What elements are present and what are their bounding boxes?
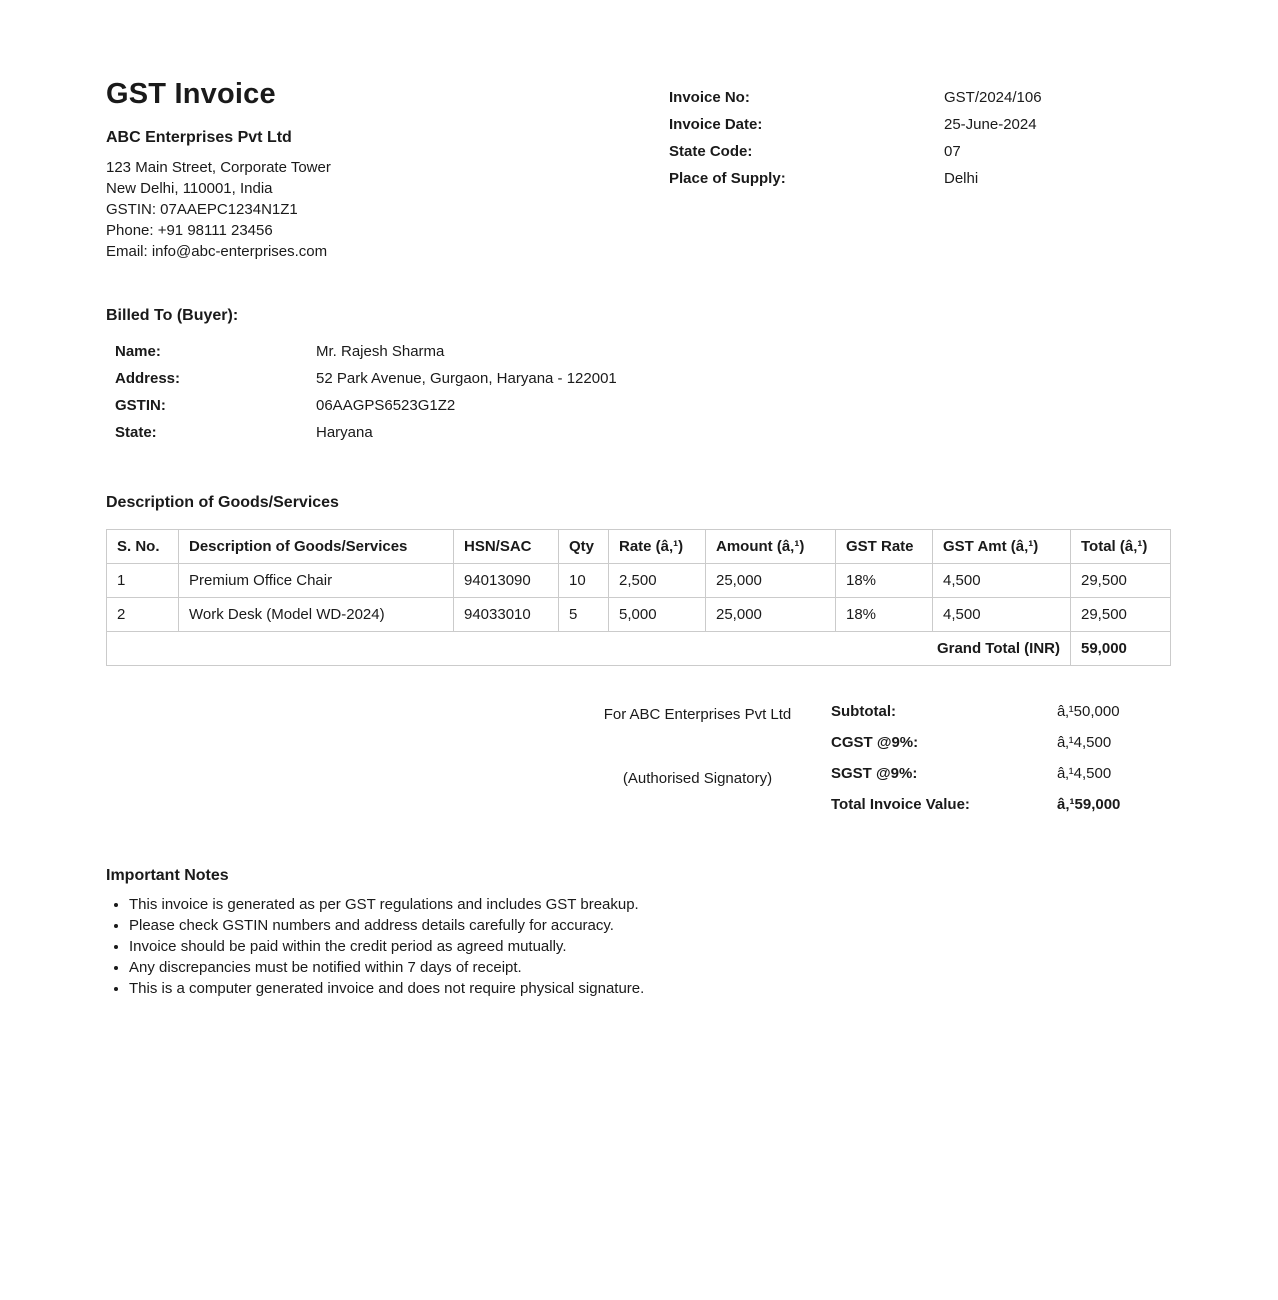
seller-block	[106, 78, 669, 262]
billed-to-section	[106, 306, 1170, 446]
grand-total-value: 59,000	[1071, 632, 1171, 666]
buyer-address-value: 52 Park Avenue, Gurgaon, Haryana - 122001	[316, 370, 617, 387]
col-header-rate: Rate (â‚¹)	[609, 530, 706, 564]
signature-block	[564, 696, 831, 820]
invoice-meta	[669, 84, 1170, 192]
total-invoice-value: â‚¹59,000	[1057, 796, 1121, 813]
item-amount: 25,000	[706, 598, 836, 632]
invoice-page	[106, 0, 1170, 999]
item-gst-rate: 18%	[836, 598, 933, 632]
list-item: • Any discrepancies must be notified within 7 days of receipt.	[129, 957, 1170, 978]
items-heading: Description of Goods/Services	[106, 494, 339, 511]
place-of-supply-value: Delhi	[944, 170, 979, 187]
grand-total-label: Grand Total (INR)	[107, 632, 1071, 666]
col-header-amount: Amount (â‚¹)	[706, 530, 836, 564]
col-header-total: Total (â‚¹)	[1071, 530, 1171, 564]
seller-address-line2: New Delhi, 110001, India	[106, 180, 273, 197]
state-code-label: State Code:	[669, 143, 753, 160]
totals-row	[831, 696, 1170, 727]
seller-contact-info	[106, 157, 669, 262]
totals-row	[831, 727, 1170, 758]
invoice-meta-row	[669, 165, 1170, 192]
subtotal-value: â‚¹50,000	[1057, 703, 1120, 720]
seller-email: Email: info@abc-enterprises.com	[106, 243, 328, 260]
col-header-gst-amt: GST Amt (â‚¹)	[933, 530, 1071, 564]
item-gst-amt: 4,500	[933, 564, 1071, 598]
item-hsn-sac: 94013090	[454, 564, 559, 598]
invoice-meta-row	[669, 84, 1170, 111]
list-item: • This is a computer generated invoice and does not require physical signature.	[129, 978, 1170, 999]
list-item: • This invoice is generated as per GST regulations and includes GST breakup.	[129, 894, 1170, 915]
invoice-header	[106, 78, 1170, 262]
notes-heading: Important Notes	[106, 867, 229, 884]
item-qty: 10	[559, 564, 609, 598]
billed-to-row	[106, 419, 1170, 446]
items-table-header-row	[107, 530, 1171, 564]
col-header-sno: S. No.	[107, 530, 179, 564]
buyer-state-label: State:	[115, 424, 157, 441]
item-hsn-sac: 94033010	[454, 598, 559, 632]
item-total: 29,500	[1071, 598, 1171, 632]
cgst-value: â‚¹4,500	[1057, 734, 1112, 751]
seller-gstin: GSTIN: 07AAEPC1234N1Z1	[106, 201, 298, 218]
items-table	[106, 529, 1171, 666]
seller-phone: Phone: +91 98111 23456	[106, 222, 273, 239]
signature-and-totals	[106, 696, 1170, 820]
col-header-qty: Qty	[559, 530, 609, 564]
item-sno: 1	[107, 564, 179, 598]
place-of-supply-label: Place of Supply:	[669, 170, 786, 187]
buyer-address-label: Address:	[115, 370, 181, 387]
buyer-gstin-label: GSTIN:	[115, 397, 166, 414]
totals-row	[831, 758, 1170, 789]
authorised-signatory-line: (Authorised Signatory)	[622, 770, 773, 787]
item-gst-amt: 4,500	[933, 598, 1071, 632]
page-title: GST Invoice	[106, 78, 276, 110]
notes-list	[106, 894, 1170, 999]
invoice-date-value: 25-June-2024	[944, 116, 1037, 133]
item-sno: 2	[107, 598, 179, 632]
item-total: 29,500	[1071, 564, 1171, 598]
billed-to-row	[106, 365, 1170, 392]
seller-address-line1: 123 Main Street, Corporate Tower	[106, 159, 331, 176]
subtotal-label: Subtotal:	[831, 703, 896, 720]
list-item: • Please check GSTIN numbers and address details carefully for accuracy.	[129, 915, 1170, 936]
item-amount: 25,000	[706, 564, 836, 598]
billed-to-rows	[106, 338, 1170, 446]
table-row	[107, 564, 1171, 598]
billed-to-row	[106, 338, 1170, 365]
items-section	[106, 493, 1170, 666]
item-qty: 5	[559, 598, 609, 632]
col-header-description: Description of Goods/Services	[179, 530, 454, 564]
list-item: • Invoice should be paid within the credit period as agreed mutually.	[129, 936, 1170, 957]
col-header-gst-rate: GST Rate	[836, 530, 933, 564]
item-description: Work Desk (Model WD-2024)	[179, 598, 454, 632]
cgst-label: CGST @9%:	[831, 734, 919, 751]
seller-name: ABC Enterprises Pvt Ltd	[106, 129, 292, 146]
invoice-no-label: Invoice No:	[669, 89, 750, 106]
item-rate: 5,000	[609, 598, 706, 632]
invoice-meta-row	[669, 138, 1170, 165]
invoice-date-label: Invoice Date:	[669, 116, 763, 133]
billed-to-row	[106, 392, 1170, 419]
signature-for-line: For ABC Enterprises Pvt Ltd	[603, 706, 792, 723]
important-notes-section	[106, 866, 1170, 999]
totals-row	[831, 789, 1170, 820]
total-invoice-value-label: Total Invoice Value:	[831, 796, 970, 813]
item-description: Premium Office Chair	[179, 564, 454, 598]
col-header-hsn-sac: HSN/SAC	[454, 530, 559, 564]
buyer-name-value: Mr. Rajesh Sharma	[316, 343, 445, 360]
invoice-no-value: GST/2024/106	[944, 89, 1042, 106]
item-gst-rate: 18%	[836, 564, 933, 598]
buyer-gstin-value: 06AAGPS6523G1Z2	[316, 397, 456, 414]
billed-to-heading: Billed To (Buyer):	[106, 307, 239, 324]
invoice-meta-row	[669, 111, 1170, 138]
totals-block	[831, 696, 1170, 820]
sgst-label: SGST @9%:	[831, 765, 918, 782]
state-code-value: 07	[944, 143, 961, 160]
grand-total-row	[107, 632, 1171, 666]
buyer-name-label: Name:	[115, 343, 161, 360]
buyer-state-value: Haryana	[316, 424, 373, 441]
table-row	[107, 598, 1171, 632]
sgst-value: â‚¹4,500	[1057, 765, 1112, 782]
item-rate: 2,500	[609, 564, 706, 598]
